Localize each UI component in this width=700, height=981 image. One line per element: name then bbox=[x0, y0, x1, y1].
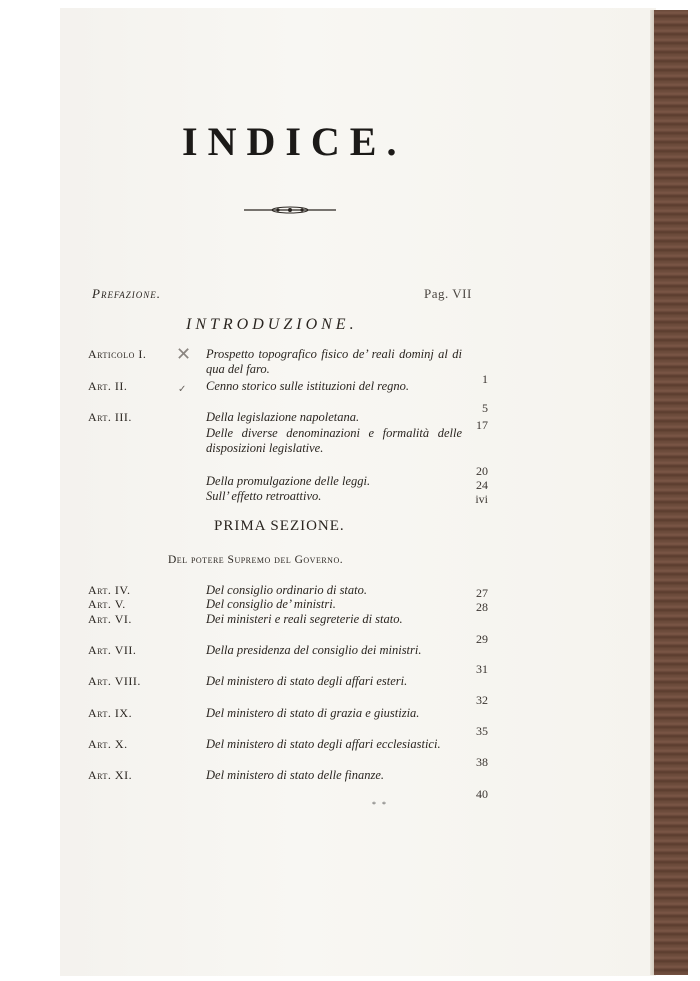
toc-page: 32 bbox=[476, 693, 488, 707]
toc-page: 5 bbox=[482, 401, 488, 415]
toc-entry: Del consiglio de’ ministri. bbox=[206, 597, 336, 611]
toc-page: 29 bbox=[476, 632, 488, 646]
introduzione-heading: INTRODUZIONE. bbox=[186, 316, 358, 333]
toc-article: Art. VI. bbox=[88, 612, 132, 626]
toc-entry: Del ministero di stato di grazia e giustizia. bbox=[206, 706, 420, 720]
toc-article: Art. XI. bbox=[88, 768, 133, 782]
toc-entry: Della presidenza del consiglio dei ministri. bbox=[206, 643, 422, 657]
pencil-x-mark-icon: ✕ bbox=[176, 344, 192, 364]
toc-entry: Sull’ effetto retroattivo. bbox=[206, 489, 322, 503]
toc-entry: Del consiglio ordinario di stato. bbox=[206, 583, 367, 597]
prefazione-label: Prefazione. bbox=[92, 286, 162, 301]
toc-article: Art. VIII. bbox=[88, 674, 141, 688]
toc-entry: Del ministero di stato delle finanze. bbox=[206, 768, 384, 782]
toc-article: Art. V. bbox=[88, 597, 126, 611]
toc-entry: Del ministero di stato degli affari ecclesiastici. bbox=[206, 737, 441, 751]
toc-page: 20 bbox=[476, 464, 488, 478]
pencil-tick-mark-icon: ✓ bbox=[178, 384, 187, 395]
toc-entry: Della promulgazione delle leggi. bbox=[206, 474, 371, 488]
toc-page: 1 bbox=[482, 372, 488, 386]
toc-page: 35 bbox=[476, 724, 488, 738]
toc-entry: Del ministero di stato degli affari esteri. bbox=[206, 674, 408, 688]
toc-entry: Dei ministeri e reali segreterie di stato. bbox=[206, 612, 403, 626]
page-title: INDICE. bbox=[182, 119, 407, 164]
toc-page: 31 bbox=[476, 662, 488, 676]
toc-page: 38 bbox=[476, 755, 488, 769]
footer-mark: * * bbox=[372, 800, 388, 809]
toc-page: 17 bbox=[476, 418, 488, 432]
toc-article: Articolo I. bbox=[88, 347, 147, 361]
toc-article: Art. IX. bbox=[88, 706, 133, 720]
toc-page: 24 bbox=[476, 478, 488, 492]
ornament-divider bbox=[244, 206, 336, 214]
toc-article: Art. VII. bbox=[88, 643, 137, 657]
toc-article: Art. IV. bbox=[88, 583, 131, 597]
toc-page: ivi bbox=[475, 492, 488, 506]
toc-article: Art. X. bbox=[88, 737, 128, 751]
toc-entry: Della legislazione napoletana. bbox=[206, 410, 360, 424]
toc-article: Art. II. bbox=[88, 379, 128, 393]
sezione-heading: PRIMA SEZIONE. bbox=[214, 518, 345, 534]
toc-page: 28 bbox=[476, 600, 488, 614]
toc-entry: Cenno storico sulle istituzioni del regno. bbox=[206, 379, 410, 393]
toc-entry: Prospetto topografico fisico de’ reali dominj al di qua del faro. bbox=[206, 347, 462, 376]
toc-page: 27 bbox=[476, 586, 488, 600]
prefazione-page: Pag. VII bbox=[424, 286, 472, 301]
sezione-subheading: Del potere Supremo del Governo. bbox=[168, 554, 344, 566]
toc-entry: Delle diverse denominazioni e formalità delle disposizioni legislative. bbox=[206, 426, 462, 455]
toc-page: 40 bbox=[476, 787, 488, 801]
toc-article: Art. III. bbox=[88, 410, 132, 424]
book-spine bbox=[654, 10, 688, 975]
